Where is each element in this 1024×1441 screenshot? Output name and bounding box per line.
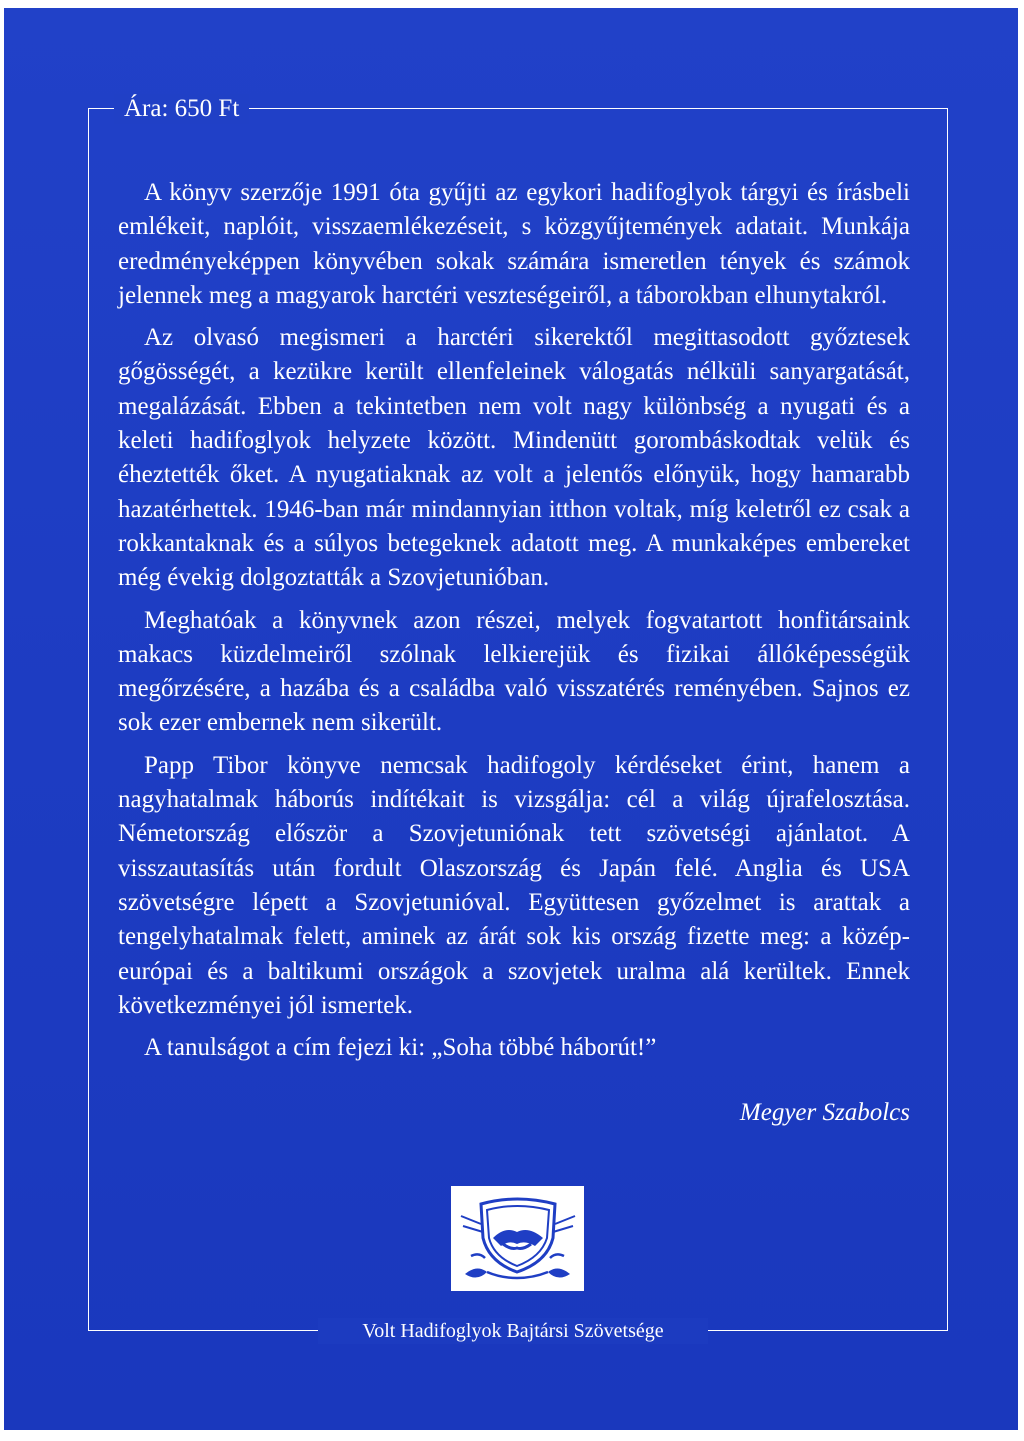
blurb-paragraph: Meghatóak a könyvnek azon részei, melyek fogvatartott honfitársaink makacs küzdelmeiről szólnak lelkierejük és fizikai állóképességük megőrzésére, a hazába és a családba való visszatérés reményében. Sajnos ez sok ezer embernek nem sikerült. — [118, 606, 910, 737]
blurb-text — [118, 176, 910, 1073]
blurb-paragraph: Papp Tibor könyve nemcsak hadifogoly kérdéseket érint, hanem a nagyhatalmak háborús indítékait is vizsgálja: cél a világ újrafelosztása. Németország először a Szovjetuniónak tett szövetségi ajánlatot. A visszautasítás után fordult Olaszország és Japán felé. Anglia és USA szövetségre lépett a Szovjetunióval. Együttesen győzelmet is arattak a tengelyhatalmak felett, aminek az árát sok kis ország fizette meg: a közép-európai és a baltikumi országok a szovjetek uralma alá kerültek. Ennek következményei jól ismertek. — [118, 751, 910, 1019]
publisher-label: Volt Hadifoglyok Bajtársi Szövetsége — [318, 1318, 708, 1344]
blurb-paragraph: A könyv szerzője 1991 óta gyűjti az egykori hadifoglyok tárgyi és írásbeli emlékeit, naplóit, visszaemlékezéseit, s közgyűjtemények adatait. Munkája eredményeképpen könyvében sokak számára ismeretlen tények és számok jelennek meg a magyarok harctéri veszteségeiről, a táborokban elhunytakról. — [118, 179, 910, 309]
blurb-paragraph: A tanulságot a cím fejezi ki: „Soha többé háborút!” — [144, 1034, 657, 1062]
price-label: Ára: 650 Ft — [114, 94, 249, 124]
handshake-shield-emblem-icon — [451, 1186, 584, 1291]
signature: Megyer Szabolcs — [739, 1099, 910, 1126]
blurb-paragraph: Az olvasó megismeri a harctéri sikerektől megittasodott győztesek gőgösségét, a kezükre került ellenfeleinek válogatás nélküli sanyargatását, megalázását. Ebben a tekintetben nem volt nagy különbség a nyugati és a keleti hadifoglyok helyzete között. Mindenütt gorombáskodtak velük és éheztették őket. A nyugatiaknak az volt a jelentős előnyük, hogy hamarabb hazatérhettek. 1946-ban már mindannyian itthon voltak, míg keletről ez csak a rokkantaknak és a súlyos betegeknek adatott meg. A munkaképes embereket még évekig dolgoztatták a Szovjetunióban. — [118, 324, 910, 592]
